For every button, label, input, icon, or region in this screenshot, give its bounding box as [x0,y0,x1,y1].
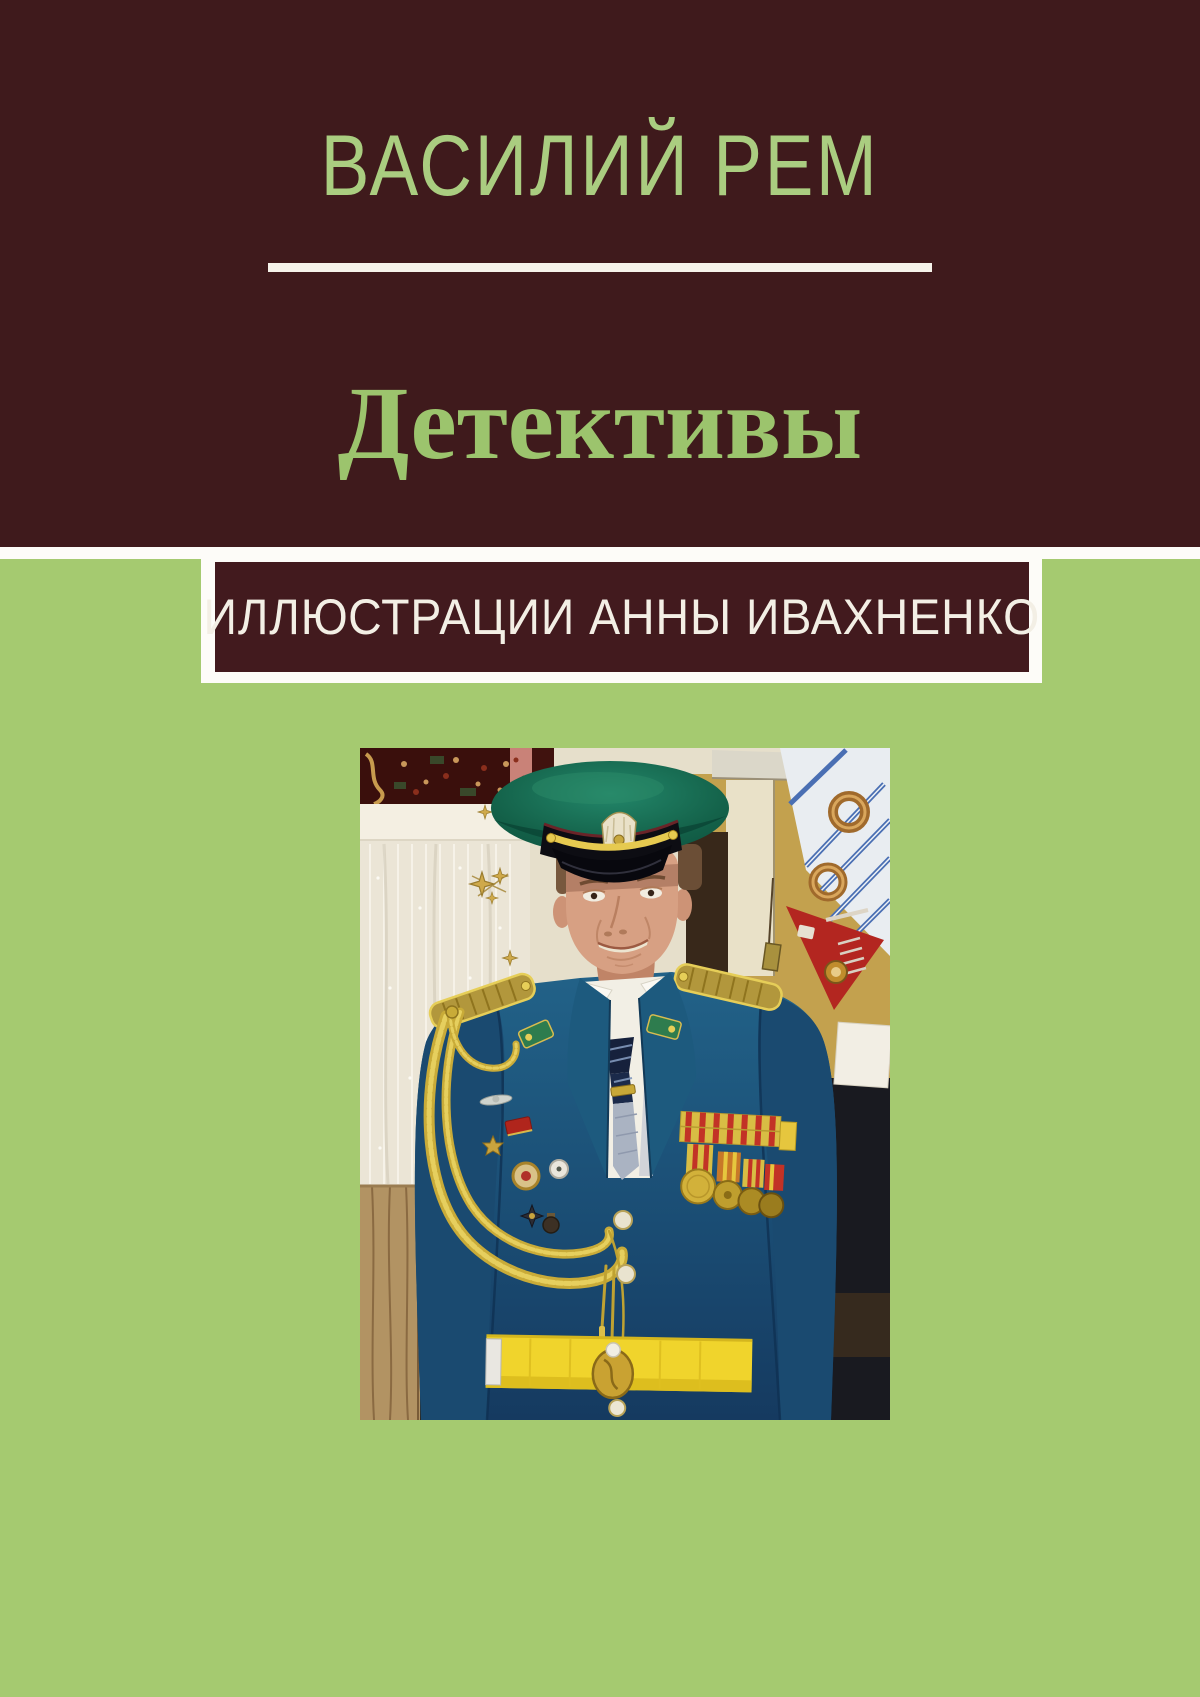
paper-sheet [834,1022,890,1088]
author-name: ВАСИЛИЙ РЕМ [320,118,880,214]
medals [676,1111,797,1218]
subtitle-banner [203,562,1041,672]
book-title: Детективы [337,366,863,481]
cover-photo [360,748,890,1420]
wooden-door [360,1186,420,1420]
divider-line [268,263,932,272]
hanging-tag [762,943,780,971]
officer-photo-illustration [360,748,890,1420]
hair-sideburn-right [678,844,702,890]
subtitle-text: ИЛЛЮСТРАЦИИ АННЫ ИВАХНЕНКО [203,589,1041,645]
